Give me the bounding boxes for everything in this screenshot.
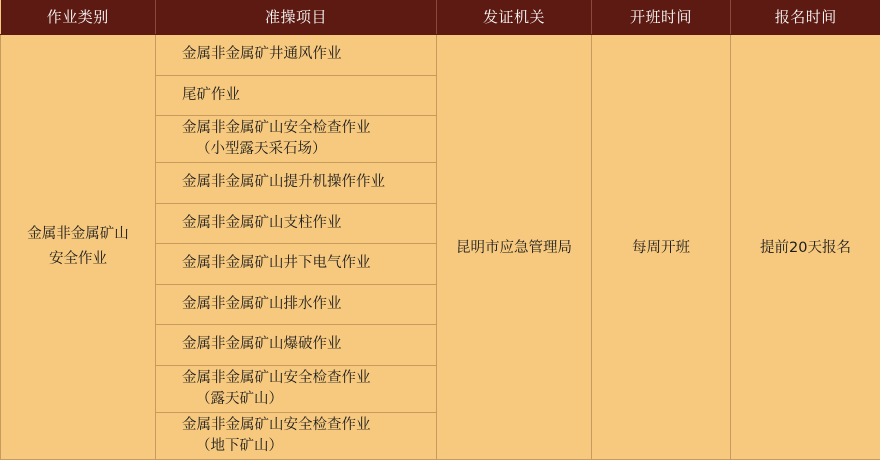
cell-operation-item xyxy=(156,284,437,325)
cell-operation-item xyxy=(156,35,437,76)
operation-item-text: 金属非金属矿山安全检查作业 xyxy=(182,370,371,386)
cell-operation-item xyxy=(156,163,437,204)
operation-item-text: 金属非金属矿山井下电气作业 xyxy=(182,255,371,271)
operation-item-subtext: （露天矿山） xyxy=(182,389,426,410)
operation-item-text: 金属非金属矿山安全检查作业 xyxy=(182,120,371,136)
operation-item-text: 金属非金属矿山支柱作业 xyxy=(182,215,342,231)
cell-issuing-authority: 昆明市应急管理局 xyxy=(437,35,592,460)
operation-item-text: 金属非金属矿山爆破作业 xyxy=(182,336,342,352)
column-header-signup-time: 报名时间 xyxy=(731,0,880,35)
cell-signup-time: 提前20天报名 xyxy=(731,35,880,460)
operation-item-text: 金属非金属矿山安全检查作业 xyxy=(182,417,371,433)
cell-operation-item xyxy=(156,116,437,163)
cell-operation-item xyxy=(156,203,437,244)
column-header-issuing-authority: 发证机关 xyxy=(437,0,592,35)
cell-operation-item xyxy=(156,325,437,366)
cell-class-time: 每周开班 xyxy=(592,35,731,460)
category-label-line2: 安全作业 xyxy=(1,247,155,272)
operation-item-text: 金属非金属矿山提升机操作作业 xyxy=(182,174,385,190)
table-row xyxy=(1,35,880,76)
cell-operation-item xyxy=(156,244,437,285)
cell-operation-item xyxy=(156,412,437,459)
cell-operation-item xyxy=(156,75,437,116)
operation-item-text: 金属非金属矿山排水作业 xyxy=(182,296,342,312)
operation-item-subtext: （小型露天采石场） xyxy=(182,139,426,160)
operation-item-text: 金属非金属矿井通风作业 xyxy=(182,46,342,62)
category-label-line1: 金属非金属矿山 xyxy=(1,222,155,247)
column-header-class-time: 开班时间 xyxy=(592,0,731,35)
column-header-operation-item: 准操项目 xyxy=(156,0,437,35)
operation-item-subtext: （地下矿山） xyxy=(182,436,426,457)
column-header-category: 作业类别 xyxy=(1,0,156,35)
cell-category xyxy=(1,35,156,460)
table-header-row xyxy=(1,0,880,35)
operation-item-text: 尾矿作业 xyxy=(182,87,240,103)
cell-operation-item xyxy=(156,365,437,412)
